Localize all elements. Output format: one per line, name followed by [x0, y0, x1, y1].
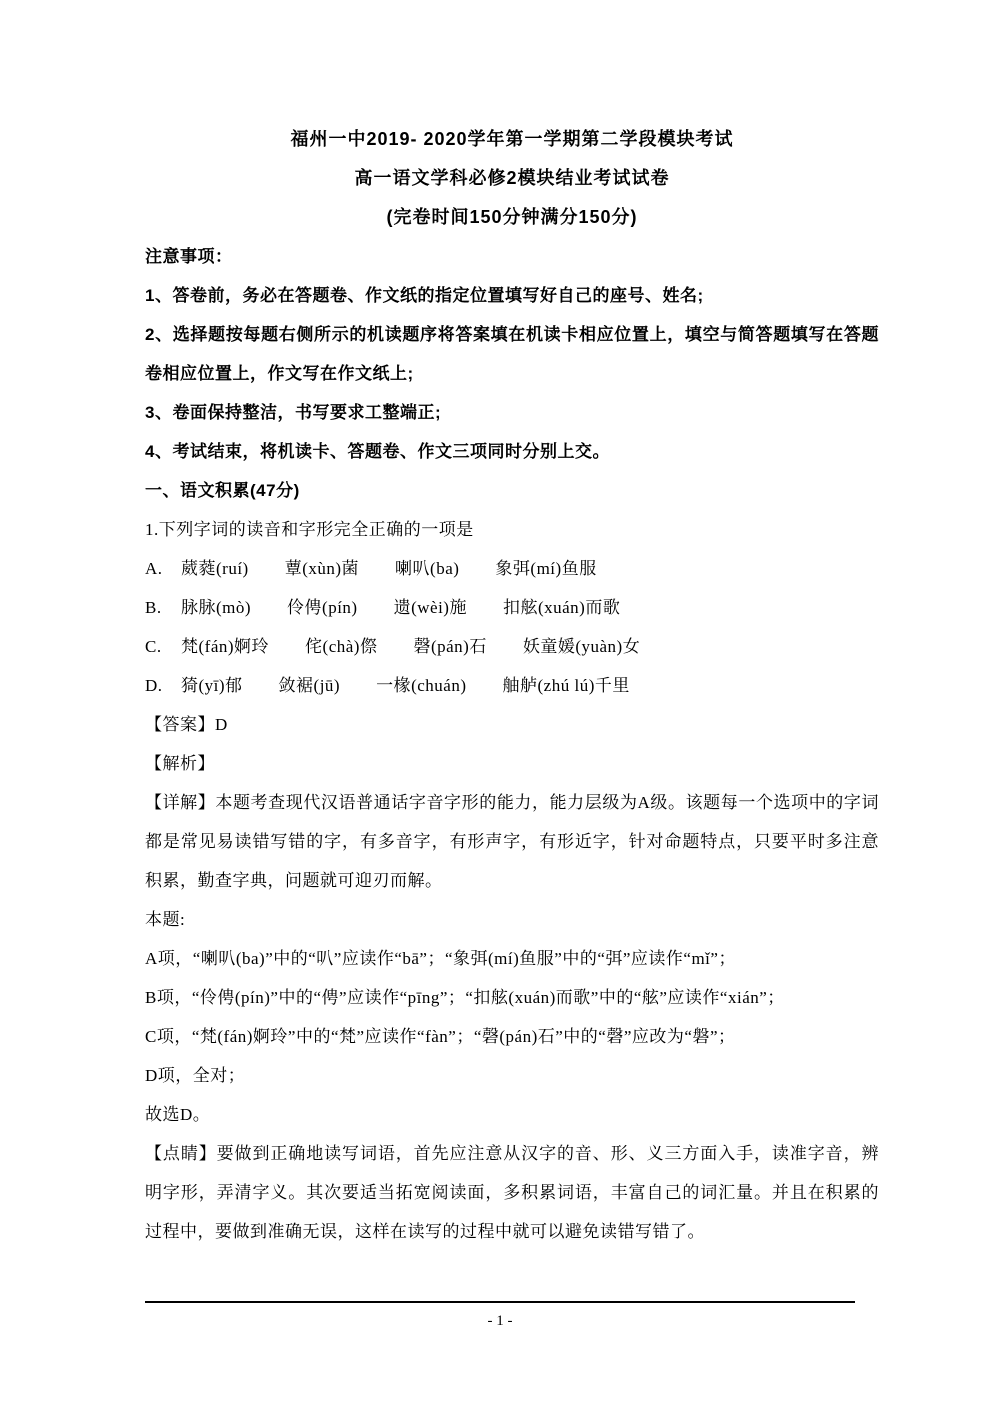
explanation-tip: 【点睛】要做到正确地读写词语，首先应注意从汉字的音、形、义三方面入手，读准字音，辨明字形，弄清字义。其次要适当拓宽阅读面，多积累词语，丰富自己的词汇量。并且在积累的过程中，要做到准确无误，这样在读写的过程中就可以避免读错写错了。: [145, 1144, 879, 1241]
option-row-c: [145, 627, 879, 666]
option-word: 猗(yī)郁: [181, 676, 243, 695]
option-label: C.: [145, 637, 162, 656]
option-word: 伶俜(pín): [287, 598, 358, 617]
answer-label: 【答案】: [145, 715, 215, 734]
notice-item-4: 4、考试结束，将机读卡、答题卷、作文三项同时分别上交。: [145, 442, 610, 461]
explanation-option-c: C项，“梵(fán)婀玲”中的“梵”应读作“fàn”；“磬(pán)石”中的“磬”应改为“磐”；: [145, 1027, 736, 1046]
exam-title-line2: 高一语文学科必修2模块结业考试试卷: [354, 168, 670, 188]
option-row-b: [145, 588, 879, 627]
analysis-heading: 【解析】: [145, 754, 215, 773]
option-row-a: [145, 549, 879, 588]
answer-value: D: [215, 715, 228, 734]
notice-heading: 注意事项：: [145, 247, 233, 266]
option-word: 喇叭(ba): [395, 559, 460, 578]
option-word: 磬(pán)石: [413, 637, 487, 656]
option-word: 侘(chà)傺: [305, 637, 378, 656]
option-row-d: [145, 666, 879, 705]
exam-title-line1: 福州一中2019- 2020学年第一学期第二学段模块考试: [290, 129, 734, 149]
answer-line: [145, 705, 879, 744]
explanation-conclusion: 故选D。: [145, 1105, 211, 1124]
explanation-detail: 【详解】本题考查现代汉语普通话字音字形的能力，能力层级为A级。该题每一个选项中的字词都是常见易读错写错的字，有多音字，有形声字，有形近字，针对命题特点，只要平时多注意积累，勤查字典，问题就可迎刃而解。: [145, 793, 879, 890]
notice-item-2: 2、选择题按每题右侧所示的机读题序将答案填在机读卡相应位置上，填空与简答题填写在答题卷相应位置上，作文写在作文纸上;: [145, 325, 879, 383]
section-heading: 一、语文积累(47分): [145, 481, 300, 500]
option-label: B.: [145, 598, 162, 617]
option-label: D.: [145, 676, 163, 695]
option-word: 脉脉(mò): [181, 598, 252, 617]
option-word: 遗(wèi)施: [393, 598, 467, 617]
notice-item-1: 1、答卷前，务必在答题卷、作文纸的指定位置填写好自己的座号、姓名;: [145, 286, 704, 305]
option-word: 敛裾(jū): [278, 676, 341, 695]
option-word: 梵(fán)婀玲: [181, 637, 270, 656]
option-word: 妖童媛(yuàn)女: [522, 637, 641, 656]
explanation-option-b: B项，“伶俜(pín)”中的“俜”应读作“pīng”；“扣舷(xuán)而歌”中的“舷”应读作“xián”；: [145, 988, 785, 1007]
notice-item-3: 3、卷面保持整洁，书写要求工整端正;: [145, 403, 442, 422]
option-word: 葳蕤(ruí): [181, 559, 249, 578]
explanation-option-d: D项，全对；: [145, 1066, 246, 1085]
option-word: 舳舻(zhú lú)千里: [502, 676, 630, 695]
option-word: 扣舷(xuán)而歌: [502, 598, 621, 617]
exam-title-line3: (完卷时间150分钟满分150分): [386, 207, 638, 227]
page-number: - 1 -: [487, 1313, 513, 1329]
option-label: A.: [145, 559, 163, 578]
option-word: 蕈(xùn)菌: [284, 559, 360, 578]
explanation-option-a: A项，“喇叭(ba)”中的“叭”应读作“bā”；“象弭(mí)鱼服”中的“弭”应读作“mǐ”；: [145, 949, 736, 968]
option-word: 一椽(chuán): [376, 676, 467, 695]
option-word: 象弭(mí)鱼服: [495, 559, 597, 578]
explanation-intro: 本题:: [145, 910, 186, 929]
document-content: [145, 120, 879, 1251]
question-stem: 1.下列字词的读音和字形完全正确的一项是: [145, 520, 474, 539]
footer-divider: [145, 1301, 855, 1303]
